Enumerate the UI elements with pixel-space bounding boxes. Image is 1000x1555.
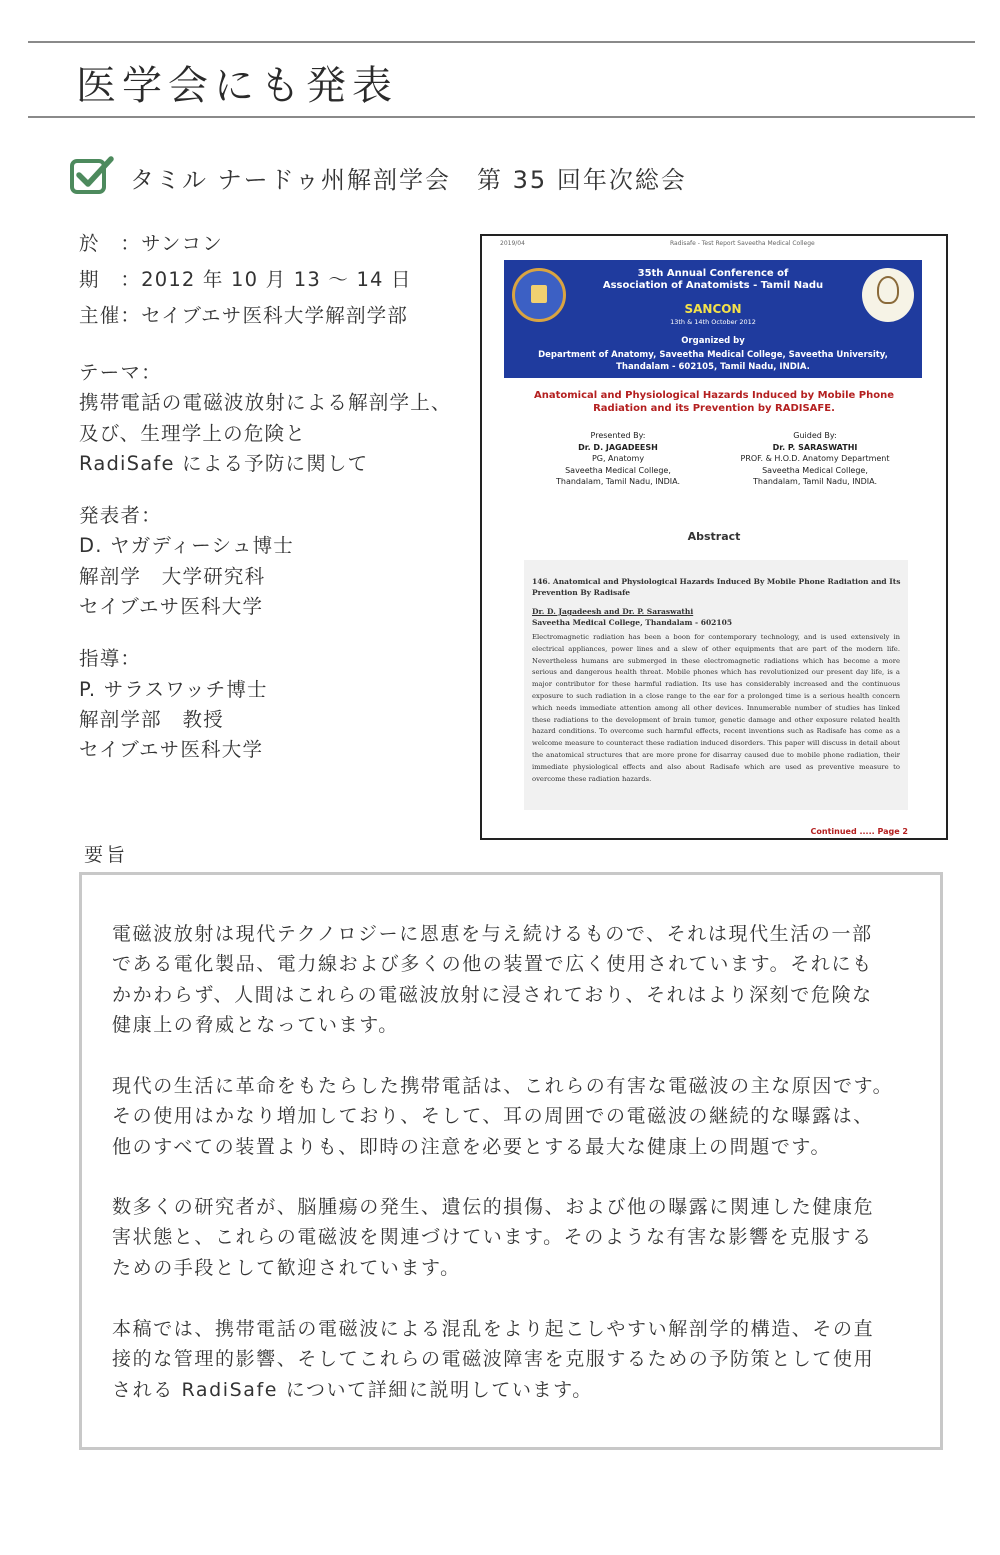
conference-document-image bbox=[480, 234, 948, 840]
top-rule bbox=[28, 41, 975, 43]
abstract-heading: Abstract bbox=[687, 530, 741, 543]
theme-line: 携帯電話の電磁波放射による解剖学上、 bbox=[79, 391, 452, 415]
presenter-line: セイブエサ医科大学 bbox=[79, 595, 264, 619]
event-info bbox=[79, 226, 469, 766]
document-header-date: 2019/04 bbox=[500, 240, 525, 247]
document-header-source: Radisafe - Test Report Saveetha Medical College bbox=[670, 240, 815, 247]
continued-note: Continued ..... Page 2 bbox=[810, 827, 908, 836]
period-text: 期 ：2012 年 10 月 13 ～ 14 日 bbox=[79, 268, 412, 291]
presenter-block: Presented By: Dr. D. JAGADEESH PG, Anatomy Saveetha Medical College, Thandalam, Tamil Nadu, INDIA. bbox=[555, 431, 681, 486]
abstract-body: Electromagnetic radiation has been a boon for contemporary technology, and is used extensively in electrical appliances, power lines and a slew of other equipments that are part of the modern life. Nevertheless humans are submerged in these electromagnetic radiations which has become a more serious and dangerous health threat. Mobile phones which has revolutionized our present day life, is a major contributor for these harmful radiation. Its use has considerably increased and the continuous exposure to such radiation in a close range to the ear for a prolonged time is a serious health concern which needs immediate attention among all other devices. Innumerable number of studies has linked these radiations to the development of brain tumor, genetic damage and other exposure related health hazard conditions. To overcome such harmful effects, recent inventions such as Radisafe has come as a welcome measure to counteract these radiation induced disorders. This paper will discuss in detail about the anatomical structures that are more prone for disarray caused due to mobile phone radiation, their immediate physiological effects and also about Radisafe which are used as preventive measure to overcome these radiation hazards. bbox=[532, 633, 900, 783]
page-title: 医学会にも発表 bbox=[76, 63, 398, 109]
guide-line: 解剖学部 教授 bbox=[79, 707, 224, 731]
banner-dates: 13th & 14th October 2012 bbox=[670, 318, 756, 326]
guide-line: セイブエサ医科大学 bbox=[79, 738, 264, 762]
summary-paragraph: 現代の生活に革命をもたらした携帯電話は、これらの有害な電磁波の主な原因です。 その使用はかなり増加しており、そして、耳の周囲での電磁波の継続的な曝露は、 他のすべての装置よりも、即時の注意を必要とする最大な健康上の問題です。 bbox=[112, 1075, 894, 1158]
abstract-box bbox=[524, 560, 908, 810]
summary-paragraph: 電磁波放射は現代テクノロジーに恩恵を与え続けるもので、それは現代生活の一部 である電化製品、電力線および多くの他の装置で広く使用されています。それにも かかわらず、人間はこれらの電磁波放射に浸されており、それはより深刻で危険な 健康上の脅威となっています。 bbox=[112, 923, 873, 1037]
theme-line: RadiSafe による予防に関して bbox=[79, 451, 369, 475]
paper-topic: Anatomical and Physiological Hazards Induced by Mobile Phone Radiation and its Prevention by RADISAFE. bbox=[533, 390, 895, 414]
summary-paragraph: 数多くの研究者が、脳腫瘍の発生、遺伝的損傷、および他の曝露に関連した健康危 害状態と、これらの電磁波を関連づけています。そのような有害な影響を克服する ための手段として歓迎されています。 bbox=[112, 1196, 875, 1279]
presenter-line: D. ヤガディーシュ博士 bbox=[79, 534, 294, 558]
theme-line: 及び、生理学上の危険と bbox=[79, 421, 306, 445]
guide-label: 指導： bbox=[79, 647, 142, 671]
venue-text: 於 ：サンコン bbox=[79, 232, 223, 255]
guide-line: P. サラスワッチ博士 bbox=[79, 677, 268, 701]
presenter-label: 発表者： bbox=[79, 504, 162, 528]
title-underline bbox=[28, 116, 975, 118]
conference-banner bbox=[504, 260, 922, 378]
abstract-authors: Dr. D. Jagadeesh and Dr. P. Saraswathi Saveetha Medical College, Thandalam - 602105 bbox=[532, 607, 733, 627]
abstract-title: 146. Anatomical and Physiological Hazards Induced By Mobile Phone Radiation and Its Prevention By Radisafe bbox=[532, 577, 901, 597]
organized-by: Organized by bbox=[681, 336, 745, 346]
summary-paragraph: 本稿では、携帯電話の電磁波による混乱をより起こしやすい解剖学的構造、その直 接的な管理的影響、そしてこれらの電磁波障害を克服するための予防策として使用 される RadiSafe について詳細に説明しています。 bbox=[112, 1318, 875, 1401]
checkbox-checked-icon bbox=[70, 155, 114, 195]
summary-label: 要旨 bbox=[84, 844, 129, 866]
guide-block: Guided By: Dr. P. SARASWATHI PROF. & H.O.D. Anatomy Department Saveetha Medical College, Thandalam, Tamil Nadu, INDIA. bbox=[740, 431, 890, 486]
presenter-line: 解剖学 大学研究科 bbox=[79, 564, 266, 588]
theme-label: テーマ： bbox=[79, 361, 162, 384]
host-text: 主催：セイブエサ医科大学解剖学部 bbox=[79, 304, 409, 327]
section-title: タミル ナードゥ州解剖学会 第 35 回年次総会 bbox=[130, 166, 687, 194]
banner-sancon: SANCON bbox=[684, 302, 742, 316]
banner-title: 35th Annual Conference of Association of Anatomists - Tamil Nadu bbox=[602, 268, 824, 291]
organizer: Department of Anatomy, Saveetha Medical College, Saveetha University, Thandalam - 602105, Tamil Nadu, INDIA. bbox=[538, 350, 888, 372]
